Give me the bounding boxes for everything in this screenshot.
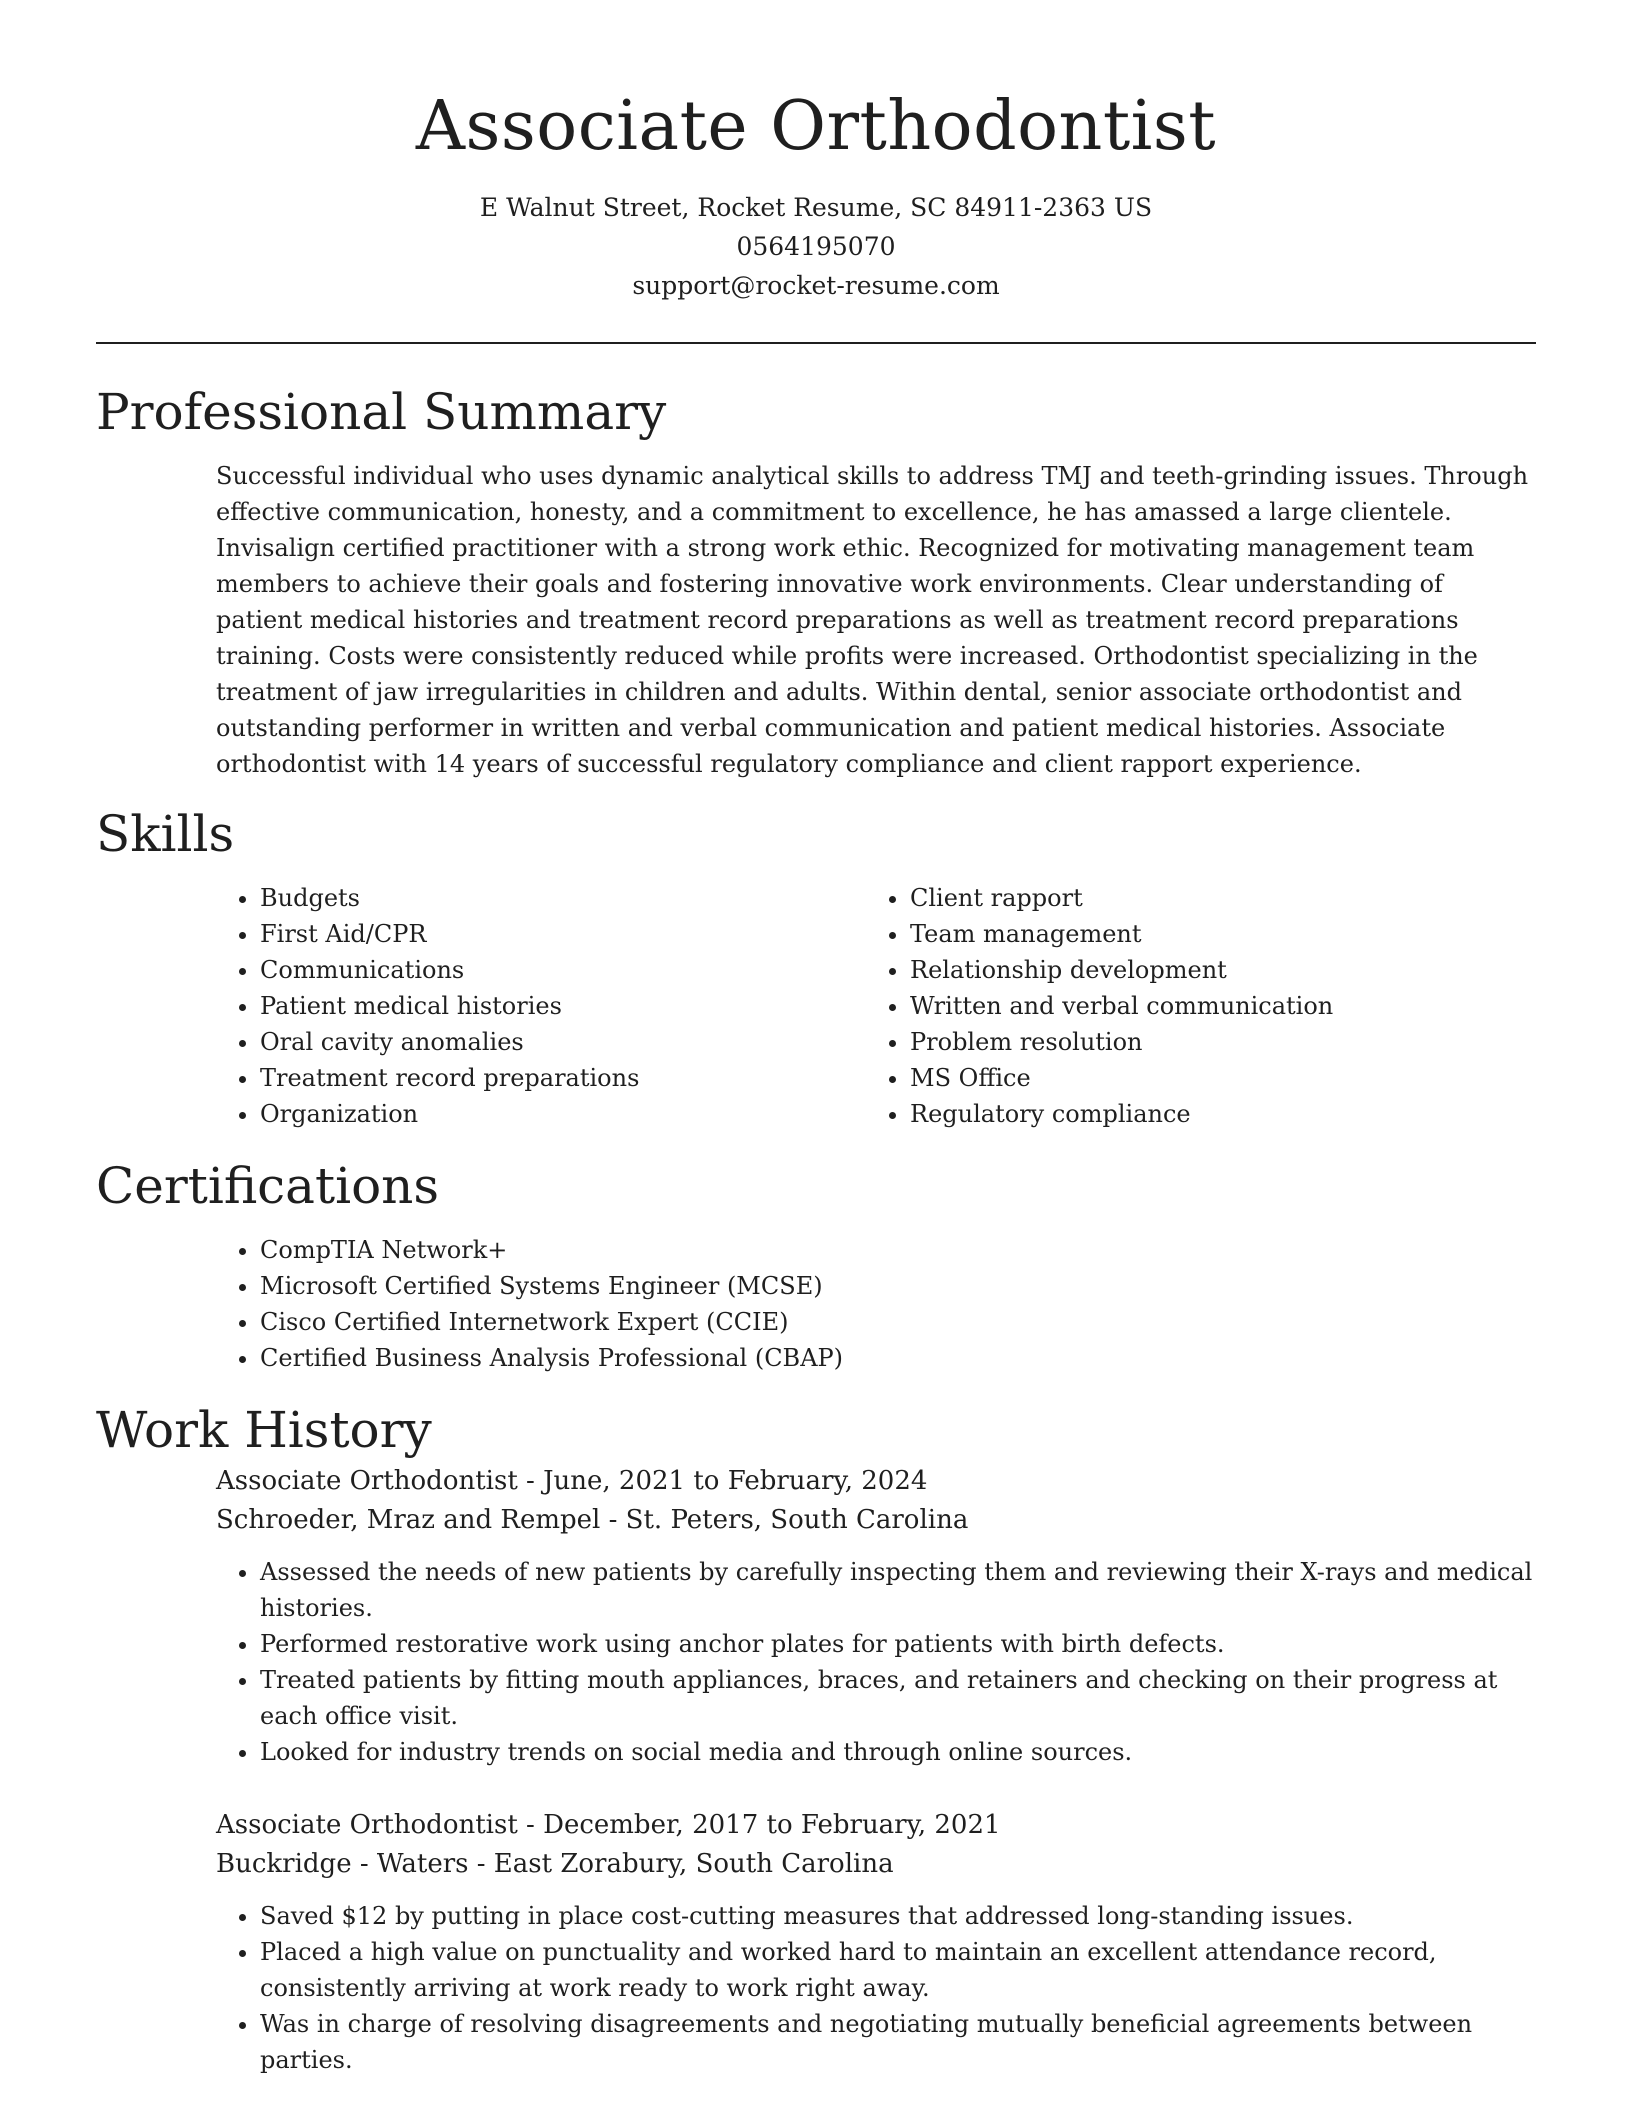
job-bullet: • Treated patients by fitting mouth appliances, braces, and retainers and checking on their progress at each office visit. [260, 1662, 1536, 1734]
certifications-heading: Certifications [96, 1157, 440, 1215]
skill-item: • First Aid/CPR [260, 916, 866, 952]
summary-heading: Professional Summary [96, 383, 667, 441]
skill-item: • Patient medical histories [260, 988, 866, 1024]
certification-item: • Microsoft Certified Systems Engineer (MCSE) [260, 1268, 1536, 1304]
email: support@rocket-resume.com [632, 271, 1000, 300]
job-company-line [216, 1845, 1536, 1884]
skill-item: • Team management [910, 916, 1516, 952]
skill-item: • Regulatory compliance [910, 1096, 1516, 1132]
job-company-line [216, 1501, 1536, 1540]
job-entry [216, 1806, 1536, 2078]
job-dates: - December, 2017 to February, 2021 [517, 1810, 1001, 1840]
certification-item: • CompTIA Network+ [260, 1232, 1536, 1268]
skill-item: • Oral cavity anomalies [260, 1024, 866, 1060]
skill-item: • Communications [260, 952, 866, 988]
skills-left-list [216, 880, 866, 1132]
job-bullet: • Looked for industry trends on social media and through online sources. [260, 1734, 1536, 1770]
job-bullet: • Placed a high value on punctuality and worked hard to maintain an excellent attendance record, consistently arriving at work ready to work right away. [260, 1934, 1536, 2006]
skills-right-list [866, 880, 1516, 1132]
address: E Walnut Street, Rocket Resume, SC 84911-2363 US [479, 193, 1153, 222]
job-company: Buckridge - Waters [216, 1849, 469, 1879]
job-title-line [216, 1806, 1536, 1845]
job-company: Schroeder, Mraz and Rempel [216, 1505, 601, 1535]
resume-content [96, 380, 1536, 2078]
job-location: - East Zorabury, South Carolina [468, 1849, 894, 1879]
phone: 0564195070 [736, 232, 896, 261]
job-title-line [216, 1462, 1536, 1501]
job-bullet: • Saved $12 by putting in place cost-cutting measures that addressed long-standing issues. [260, 1898, 1536, 1934]
resume-header [0, 0, 1632, 305]
certifications-list [216, 1232, 1536, 1376]
job-dates: - June, 2021 to February, 2024 [517, 1466, 928, 1496]
contact-block [0, 188, 1632, 305]
summary-text: Successful individual who uses dynamic analytical skills to address TMJ and teeth-grinding issues. Through effective communication, honesty, and a commitment to excellence, he has amassed a large clientele. Invisalign certified practitioner with a strong work ethic. Recognized for motivating management team members to achieve their goals and fostering innovative work environments. Clear understanding of patient medical histories and treatment record preparations as well as treatment record preparations training. Costs were consistently reduced while profits were increased. Orthodontist specializing in the treatment of jaw irregularities in children and adults. Within dental, senior associate orthodontist and outstanding performer in written and verbal communication and patient medical histories. Associate orthodontist with 14 years of successful regulatory compliance and client rapport experience. [216, 462, 1529, 778]
job-role: Associate Orthodontist [216, 1466, 518, 1496]
skills-columns [216, 880, 1536, 1132]
job-bullets [216, 1554, 1536, 1770]
job-bullet: • Assessed the needs of new patients by carefully inspecting them and reviewing their X-rays and medical histories. [260, 1554, 1536, 1626]
skill-item: • Budgets [260, 880, 866, 916]
skills-heading: Skills [96, 805, 235, 863]
job-bullet: • Was in charge of resolving disagreements and negotiating mutually beneficial agreements between parties. [260, 2006, 1536, 2078]
candidate-title: Associate Orthodontist [415, 87, 1217, 166]
job-bullet: • Performed restorative work using anchor plates for patients with birth defects. [260, 1626, 1536, 1662]
skills-right-column [866, 880, 1516, 1132]
certification-item: • Certified Business Analysis Professional (CBAP) [260, 1340, 1536, 1376]
job-location: - St. Peters, South Carolina [600, 1505, 969, 1535]
skill-item: • Organization [260, 1096, 866, 1132]
certification-item: • Cisco Certified Internetwork Expert (CCIE) [260, 1304, 1536, 1340]
skills-left-column [216, 880, 866, 1132]
certifications-block [216, 1232, 1536, 1376]
skill-item: • Written and verbal communication [910, 988, 1516, 1024]
work-history-heading: Work History [96, 1401, 432, 1459]
job-entry [216, 1462, 1536, 1770]
skill-item: • MS Office [910, 1060, 1516, 1096]
job-role: Associate Orthodontist [216, 1810, 518, 1840]
job-bullets [216, 1898, 1536, 2078]
skill-item: • Problem resolution [910, 1024, 1516, 1060]
skill-item: • Treatment record preparations [260, 1060, 866, 1096]
header-divider [96, 342, 1536, 344]
skill-item: • Client rapport [910, 880, 1516, 916]
skill-item: • Relationship development [910, 952, 1516, 988]
